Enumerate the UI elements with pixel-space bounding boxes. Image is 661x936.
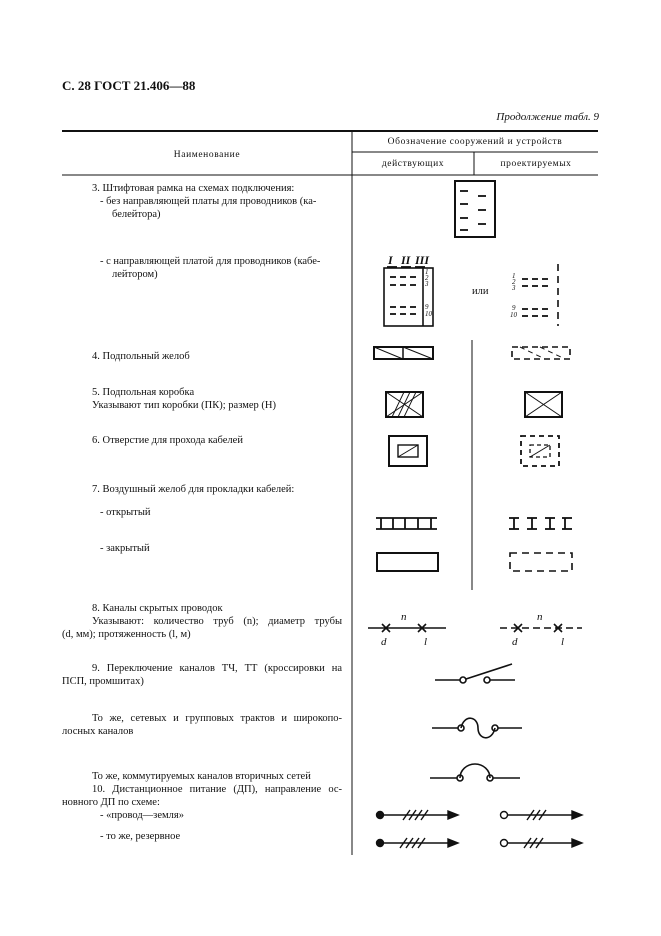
row6-title: 6. Отверстие для прохода кабелей xyxy=(92,435,243,446)
pin-label-9: 9 xyxy=(425,303,429,311)
row8-note2: (d, мм); протяженность (l, м) xyxy=(62,629,191,640)
remote-power-reserve-projected xyxy=(501,838,583,848)
label-l-projected: l xyxy=(561,636,565,648)
air-trough-closed-existing xyxy=(377,553,438,571)
pin-label-3: 3 xyxy=(425,280,429,288)
continuation-label: Продолжение табл. 9 xyxy=(496,111,599,123)
row5-note: Указывают тип коробки (ПК); размер (Н) xyxy=(92,400,276,411)
proj-pin-label-9: 9 xyxy=(512,304,516,312)
pin-frame-projected-dashes xyxy=(522,279,548,316)
row5-title: 5. Подпольная коробка xyxy=(92,387,195,398)
col-group-header: Обозначение сооружений и устройств xyxy=(387,137,563,147)
pin-label-10: 10 xyxy=(425,310,432,318)
label-n-existing: n xyxy=(401,611,407,623)
hidden-channel-existing xyxy=(368,624,446,632)
proj-pin-label-2: 2 xyxy=(512,278,516,286)
row8-title: 8. Каналы скрытых проводок xyxy=(92,603,223,614)
row3-title: 3. Штифтовая рамка на схемах подключения: xyxy=(92,183,295,194)
row3-b-line1: - с направляющей платой для проводников (кабе- xyxy=(100,256,321,267)
remote-power-existing xyxy=(377,810,459,820)
network-switch-symbol xyxy=(432,718,522,738)
row8-note1: Указывают: количество труб (n); диаметр трубы xyxy=(92,616,342,627)
remote-power-reserve-existing xyxy=(377,838,459,848)
air-trough-closed-projected xyxy=(510,553,572,571)
row4-title: 4. Подпольный желоб xyxy=(92,351,190,362)
col-existing-header: действующих xyxy=(381,159,445,169)
roman-3: III xyxy=(415,253,430,267)
row9-line1: 9. Переключение каналов ТЧ, ТТ (кроссировки на xyxy=(92,663,342,674)
pin-frame-plain xyxy=(455,181,495,237)
trough-projected xyxy=(512,347,570,359)
row9-line2: ПСП, промшитах) xyxy=(62,676,144,687)
roman-1: I xyxy=(388,253,393,267)
label-d-projected: d xyxy=(512,636,518,648)
air-trough-open-projected xyxy=(509,518,572,529)
roman-2: II xyxy=(401,253,411,267)
label-l-existing: l xyxy=(424,636,428,648)
label-d-existing: d xyxy=(381,636,387,648)
row9c-line: То же, коммутируемых каналов вторичных сетей xyxy=(92,771,311,782)
row10-a: - «провод—земля» xyxy=(100,810,184,821)
proj-pin-label-1: 1 xyxy=(512,272,516,280)
row7-open: - открытый xyxy=(100,507,151,518)
row7-closed: - закрытый xyxy=(100,543,150,554)
proj-pin-label-3: 3 xyxy=(512,284,516,292)
air-trough-open-existing xyxy=(376,518,437,529)
pin-label-1: 1 xyxy=(425,268,429,276)
row7-title: 7. Воздушный желоб для прокладки кабелей: xyxy=(92,484,295,495)
row3-a-line1: - без направляющей платы для проводников (ка- xyxy=(100,196,317,207)
label-n-projected: n xyxy=(537,611,543,623)
row10-b: - то же, резервное xyxy=(100,831,181,842)
col-name-header: Наименование xyxy=(173,150,241,160)
pin-frame-plate-dashes xyxy=(390,277,416,314)
hidden-channel-projected xyxy=(500,624,582,632)
proj-pin-label-10: 10 xyxy=(510,311,517,319)
page-header: С. 28 ГОСТ 21.406—88 xyxy=(62,78,196,93)
pin-frame-dashes xyxy=(460,191,486,230)
secondary-switch-symbol xyxy=(430,764,520,781)
row9b-line2: лосных каналов xyxy=(62,726,134,737)
pin-label-2: 2 xyxy=(425,274,429,282)
row3-b-line2: лейтором) xyxy=(112,269,158,280)
row9b-line1: То же, сетевых и групповых трактов и широкопо- xyxy=(92,713,342,724)
col-projected-header: проектируемых xyxy=(500,159,572,169)
remote-power-projected xyxy=(501,810,583,820)
row10-line1: 10. Дистанционное питание (ДП), направление ос- xyxy=(92,784,342,795)
switch-symbol xyxy=(435,664,515,683)
row10-line2: новного ДП по схеме: xyxy=(62,797,160,808)
row3-a-line2: белейтора) xyxy=(112,209,161,220)
ili-label: или xyxy=(472,286,489,297)
